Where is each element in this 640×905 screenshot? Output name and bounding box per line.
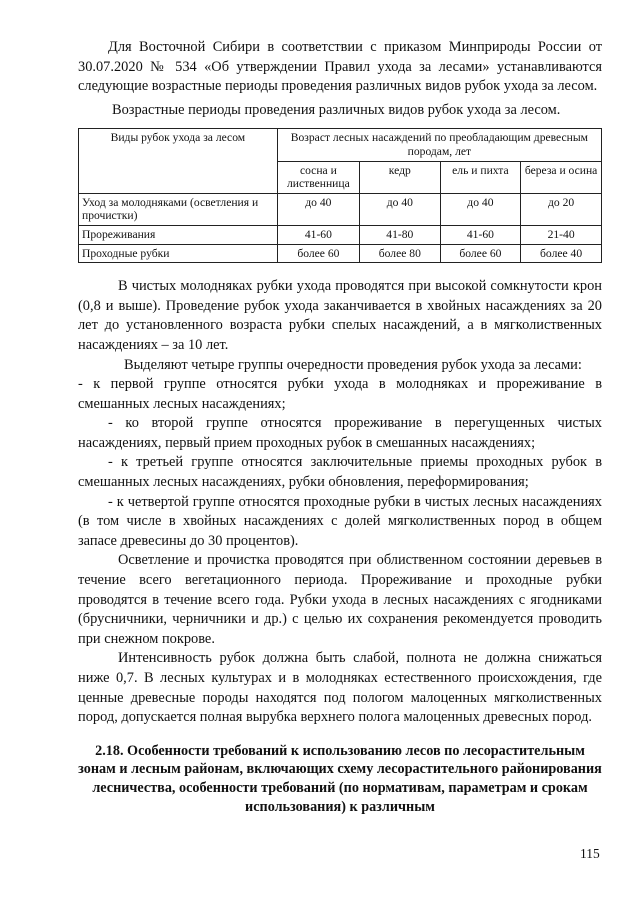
- row-type-cell: Проходные рубки: [79, 244, 278, 263]
- spacer: [78, 263, 602, 277]
- age-cell: более 60: [440, 244, 521, 263]
- table-header-row: [79, 129, 602, 161]
- age-cell: 41-60: [440, 225, 521, 244]
- table-row: [79, 193, 602, 225]
- species-header: сосна и лиственница: [277, 161, 359, 193]
- table-row: [79, 244, 602, 263]
- age-cell: 41-80: [360, 225, 441, 244]
- col-age-header: Возраст лесных насаждений по преобладающим древесным породам, лет: [277, 129, 601, 161]
- age-cell: более 40: [521, 244, 602, 263]
- age-cell: 21-40: [521, 225, 602, 244]
- list-item-group-1: - к первой группе относятся рубки ухода в молодняках и прореживание в смешанных лесных насаждениях;: [78, 376, 602, 412]
- page-number: 115: [580, 846, 600, 861]
- species-header: береза и осина: [521, 161, 602, 193]
- table-row: [79, 225, 602, 244]
- table-title: Возрастные периоды проведения различных видов рубок ухода за лесом.: [112, 101, 561, 118]
- row-type-cell: Уход за молодняками (осветления и прочистки): [79, 193, 278, 225]
- paragraph-timing: Осветление и прочистка проводятся при облиственном состоянии деревьев в течение всего вегетационного периода. Прореживание и проходные рубки проводятся в течение всего года. Рубки ухода в лесных насаждениях с ягодниками (брусничники, черничники и др.) с целью их сохранения рекомендуется проводить при снежном покрове.: [78, 552, 602, 647]
- list-item-group-4: - к четвертой группе относятся проходные рубки в чистых лесных насаждениях (в том числе в хвойных насаждениях с долей мягколиственных пород в общем запасе древесины до 30 процентов).: [78, 493, 602, 549]
- age-cell: 41-60: [277, 225, 359, 244]
- list-item-group-2: - ко второй группе относятся прореживание в перегущенных чистых насаждениях, первый прием проходных рубок в смешанных насаждениях;: [78, 415, 602, 451]
- row-type-cell: Прореживания: [79, 225, 278, 244]
- age-periods-table: [78, 128, 602, 263]
- intro-paragraph: Для Восточной Сибири в соответствии с приказом Минприроды России от 30.07.2020 № 534 «Об утверждении Правил ухода за лесами» устанавливаются следующие возрастные периоды проведения различных видов рубок ухода за лесом.: [78, 39, 602, 95]
- paragraph-groups-intro: Выделяют четыре группы очередности проведения рубок ухода за лесами:: [124, 356, 582, 373]
- paragraph-intensity: Интенсивность рубок должна быть слабой, полнота не должна снижаться ниже 0,7. В лесных культурах и в молодняках естественного происхождения, где ценные древесные породы находятся под пологом малоценных мягколиственных пород, допускается полная вырубка верхнего полога малоценных древесных пород.: [78, 650, 602, 726]
- paragraph-young-stands: В чистых молодняках рубки ухода проводятся при высокой сомкнутости крон (0,8 и выше). Проведение рубок ухода заканчивается в хвойных насаждениях за 20 лет до установленного возраста рубки спелых насаждений, а в мягколиственных насаждениях – за 10 лет.: [78, 278, 602, 353]
- col-type-header: Виды рубок ухода за лесом: [79, 129, 278, 193]
- section-heading: 2.18. Особенности требований к использованию лесов по лесорастительным зонам и лесным районам, включающих схему лесорастительного районирования лесничества, особенности требований (по нормативам, параметрам и срокам использования) к различным: [78, 742, 602, 815]
- age-cell: до 40: [440, 193, 521, 225]
- age-cell: до 40: [360, 193, 441, 225]
- age-cell: до 40: [277, 193, 359, 225]
- document-page: [78, 38, 602, 816]
- age-cell: более 80: [360, 244, 441, 263]
- species-header: кедр: [360, 161, 441, 193]
- list-item-group-3: - к третьей группе относятся заключительные приемы проходных рубок в смешанных лесных насаждениях, рубки обновления, переформирования;: [78, 454, 602, 491]
- spacer: [78, 728, 602, 742]
- species-header: ель и пихта: [440, 161, 521, 193]
- age-cell: более 60: [277, 244, 359, 263]
- age-cell: до 20: [521, 193, 602, 225]
